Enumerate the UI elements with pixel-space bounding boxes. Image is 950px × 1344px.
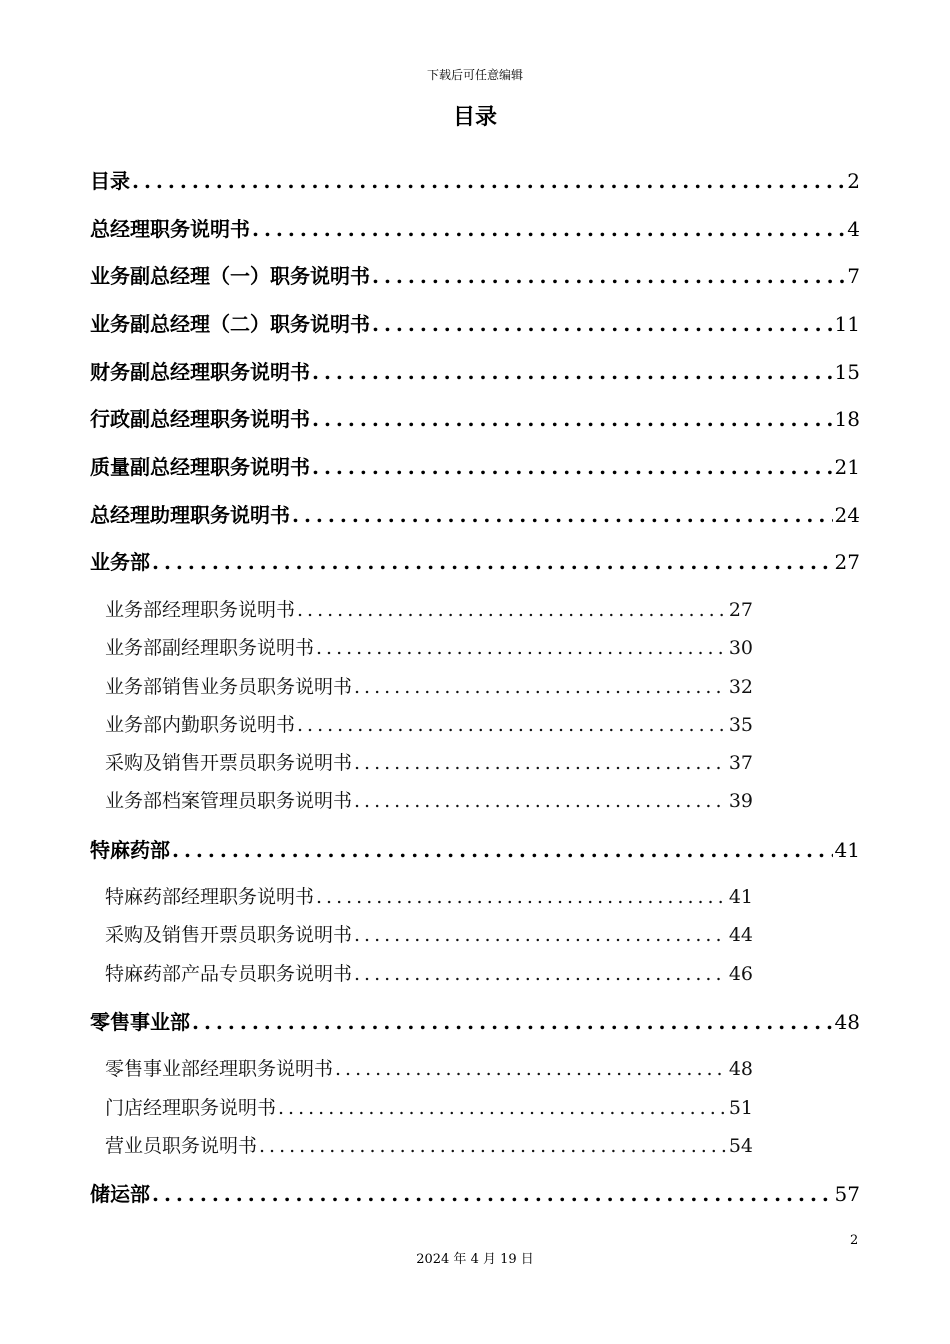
toc-entry[interactable]: [90, 213, 860, 243]
toc-entry[interactable]: [90, 403, 860, 433]
toc-entry-page: 32: [728, 676, 753, 698]
toc-entry-label: 业务副总经理（一）职务说明书: [90, 264, 370, 288]
toc-entry-page: 21: [834, 455, 860, 479]
toc-leader-dots: [352, 790, 727, 812]
toc-entry-page: 27: [728, 599, 753, 621]
toc-leader-dots: [276, 1097, 727, 1119]
toc-leader-dots: [314, 637, 727, 659]
toc-entry[interactable]: [90, 356, 860, 386]
toc-leader-dots: [370, 264, 845, 288]
toc-entry[interactable]: [90, 834, 860, 864]
toc-entry-page: 54: [728, 1135, 753, 1157]
toc-leader-dots: [150, 1182, 833, 1206]
toc-leader-dots: [295, 599, 727, 621]
toc-entry[interactable]: [90, 1006, 860, 1036]
toc-entry-page: 35: [728, 714, 753, 736]
toc-entry[interactable]: [90, 546, 860, 576]
toc-entry-page: 41: [728, 886, 753, 908]
toc-entry-label: 储运部: [90, 1182, 150, 1206]
page-title: 目录: [452, 105, 497, 130]
toc-entry[interactable]: [90, 260, 860, 290]
toc-leader-dots: [130, 169, 845, 193]
toc-subentry[interactable]: [105, 672, 753, 700]
toc-entry-label: 财务副总经理职务说明书: [90, 360, 310, 384]
toc-subentry[interactable]: [105, 959, 753, 987]
toc-entry-label: 营业员职务说明书: [105, 1135, 258, 1157]
toc-subentry[interactable]: [105, 1131, 753, 1159]
toc-entry-label: 采购及销售开票员职务说明书: [105, 924, 353, 946]
toc-entry-label: 业务部销售业务员职务说明书: [105, 676, 353, 698]
toc-entry-page: 39: [728, 790, 753, 812]
toc-leader-dots: [370, 312, 833, 336]
toc-entry-page: 48: [728, 1058, 753, 1080]
toc-entry-label: 零售事业部: [90, 1010, 190, 1034]
toc-leader-dots: [352, 752, 727, 774]
toc-entry-page: 37: [728, 752, 753, 774]
toc-subentry[interactable]: [105, 786, 753, 814]
toc-entry-page: 57: [834, 1182, 860, 1206]
toc-entry-label: 门店经理职务说明书: [105, 1097, 277, 1119]
toc-leader-dots: [310, 407, 833, 431]
toc-subentry[interactable]: [105, 710, 753, 738]
toc-entry-label: 业务部副经理职务说明书: [105, 637, 315, 659]
toc-leader-dots: [295, 714, 727, 736]
toc-subentry[interactable]: [105, 1093, 753, 1121]
toc-entry-page: 11: [834, 312, 860, 336]
toc-entry-page: 18: [834, 407, 860, 431]
toc-entry[interactable]: [90, 165, 860, 195]
toc-subentry[interactable]: [105, 633, 753, 661]
toc-entry-page: 41: [834, 838, 860, 862]
toc-entry[interactable]: [90, 1178, 860, 1208]
toc-subentry[interactable]: [105, 748, 753, 776]
toc-entry-page: 7: [847, 264, 860, 288]
toc-entry-page: 24: [834, 503, 860, 527]
toc-entry-page: 27: [834, 550, 860, 574]
toc-entry-label: 特麻药部经理职务说明书: [105, 886, 315, 908]
toc-entry-label: 业务部内勤职务说明书: [105, 714, 296, 736]
toc-entry-label: 总经理职务说明书: [90, 217, 250, 241]
toc-leader-dots: [250, 217, 845, 241]
toc-entry[interactable]: [90, 308, 860, 338]
toc-entry-page: 2: [847, 169, 860, 193]
toc-entry-label: 总经理助理职务说明书: [90, 503, 290, 527]
toc-entry-page: 15: [834, 360, 860, 384]
toc-leader-dots: [352, 963, 727, 985]
toc-leader-dots: [190, 1010, 833, 1034]
toc-entry-label: 特麻药部: [90, 838, 170, 862]
toc-leader-dots: [310, 360, 833, 384]
toc-entry-label: 零售事业部经理职务说明书: [105, 1058, 334, 1080]
toc-entry-label: 业务副总经理（二）职务说明书: [90, 312, 370, 336]
toc-leader-dots: [352, 676, 727, 698]
toc-entry-label: 行政副总经理职务说明书: [90, 407, 310, 431]
page-number: 2: [850, 1233, 859, 1248]
toc-entry[interactable]: [90, 499, 860, 529]
toc-entry-label: 采购及销售开票员职务说明书: [105, 752, 353, 774]
toc-leader-dots: [150, 550, 833, 574]
toc-entry-page: 44: [728, 924, 753, 946]
toc-leader-dots: [170, 838, 833, 862]
toc-subentry[interactable]: [105, 1054, 753, 1082]
toc-entry-label: 目录: [90, 169, 130, 193]
toc-entry-page: 51: [728, 1097, 753, 1119]
toc-subentry[interactable]: [105, 920, 753, 948]
toc-entry-label: 业务部经理职务说明书: [105, 599, 296, 621]
toc-leader-dots: [352, 924, 727, 946]
toc-leader-dots: [333, 1058, 727, 1080]
toc-leader-dots: [310, 455, 833, 479]
toc-entry-page: 48: [834, 1010, 860, 1034]
toc-leader-dots: [257, 1135, 727, 1157]
toc-leader-dots: [290, 503, 833, 527]
toc-entry-label: 业务部: [90, 550, 150, 574]
toc-subentry[interactable]: [105, 595, 753, 623]
toc-entry[interactable]: [90, 451, 860, 481]
page-footer-date: 2024 年 4 月 19 日: [416, 1252, 534, 1267]
toc-entry-label: 业务部档案管理员职务说明书: [105, 790, 353, 812]
toc-entry-page: 46: [728, 963, 753, 985]
toc-entry-page: 30: [728, 637, 753, 659]
page-header: 下载后可任意编辑: [426, 68, 523, 82]
toc-leader-dots: [314, 886, 727, 908]
toc-entry-label: 特麻药部产品专员职务说明书: [105, 963, 353, 985]
toc-subentry[interactable]: [105, 882, 753, 910]
toc-entry-page: 4: [847, 217, 860, 241]
toc-entry-label: 质量副总经理职务说明书: [90, 455, 310, 479]
